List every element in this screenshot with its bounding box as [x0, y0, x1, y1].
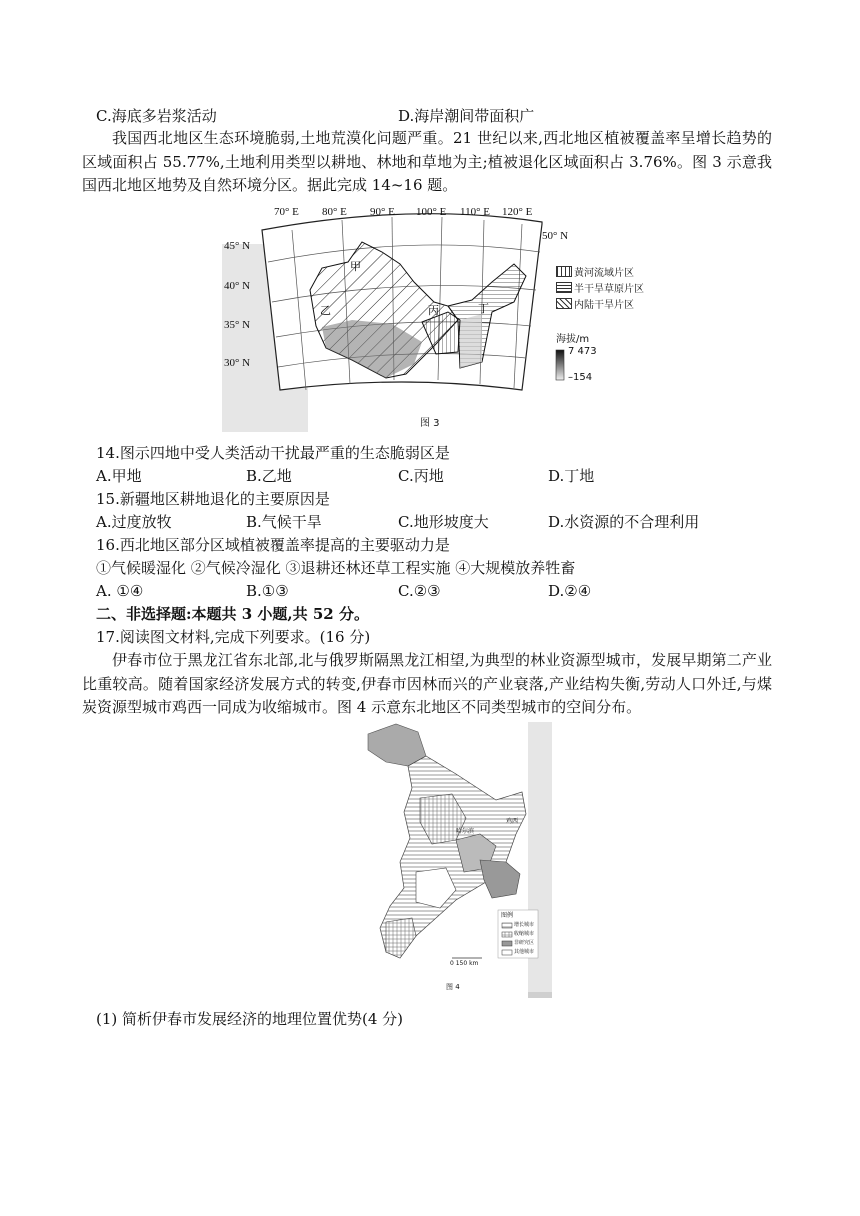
- area-nonstudy-3: [480, 860, 520, 898]
- legend4-swatch-shrink: [502, 932, 512, 937]
- q16-option-c: C.②③: [398, 582, 441, 600]
- label-jia: 甲: [350, 260, 361, 273]
- q14-option-c: C.丙地: [398, 467, 444, 485]
- q17-material: 伊春市位于黑龙江省东北部,北与俄罗斯隔黑龙江相望,为典型的林业资源型城市，发展早期第二产业比重较高。随着国家经济发展方式的转变,伊春市因林而兴的产业衰落,产业结构失衡,劳动人口外迁,与煤炭资源型城市鸡西一同成为收缩城市。图 4 示意东北地区不同类型城市的空间分布。: [82, 651, 772, 716]
- q13-option-d: D.海岸潮间带面积广: [398, 107, 535, 125]
- legend4-swatch-grow: [502, 923, 512, 928]
- q15-option-b: B.气候干旱: [246, 513, 322, 531]
- label-bing: 丙: [428, 304, 439, 317]
- map4-bottom-mark: [528, 992, 552, 998]
- figure-3-map: [222, 202, 642, 432]
- intro-paragraph-14-16: 我国西北地区生态环境脆弱,土地荒漠化问题严重。21 世纪以来,西北地区植被覆盖率呈增长趋势的区域面积占 55.77%,土地利用类型以耕地、林地和草地为主;植被退化区域面积占 3.76%。图 3 示意我国西北地区地势及自然环境分区。据此完成 14~16 题。: [82, 129, 772, 194]
- q14-option-a: A.甲地: [96, 467, 142, 485]
- label-ding: 丁: [478, 302, 489, 315]
- lat-label-40: 40° N: [224, 280, 251, 292]
- figure-3: [222, 202, 642, 432]
- elevation-max: 7 473: [568, 346, 597, 357]
- legend-arid: 内陆干旱片区: [574, 300, 634, 311]
- lat-label-50: 50° N: [542, 230, 569, 242]
- q15-option-c: C.地形坡度大: [398, 513, 489, 531]
- lat-label-30: 30° N: [224, 357, 251, 369]
- q16-option-b: B.①③: [246, 582, 289, 600]
- q14-stem: 14.图示四地中受人类活动干扰最严重的生态脆弱区是: [96, 444, 450, 462]
- legend-semi-arid: 半干旱草原片区: [574, 284, 644, 295]
- lon-label-110: 110° E: [460, 206, 490, 218]
- lon-label-100: 100° E: [416, 206, 447, 218]
- legend4-other: 其他城市: [514, 949, 535, 955]
- lon-label-70: 70° E: [274, 206, 299, 218]
- q13-option-c: C.海底多岩浆活动: [96, 107, 217, 125]
- region-semi-arid-shade: [460, 314, 482, 368]
- figure4-legend-title: 图例: [501, 912, 514, 919]
- q16-option-a: A. ①④: [96, 582, 144, 600]
- lon-label-80: 80° E: [322, 206, 347, 218]
- lat-label-35: 35° N: [224, 319, 251, 331]
- legend4-swatch-other: [502, 950, 512, 955]
- section-2-heading: 二、非选择题:本题共 3 小题,共 52 分。: [96, 605, 369, 623]
- legend-swatch-semi-arid: [556, 282, 572, 293]
- legend-swatch-arid: [556, 298, 572, 309]
- q16-option-d: D.②④: [548, 582, 592, 600]
- elevation-title: 海拔/m: [556, 334, 590, 345]
- legend4-grow: 增长城市: [514, 922, 535, 928]
- figure-4: [356, 722, 556, 998]
- legend4-shrink: 收缩城市: [514, 931, 535, 937]
- legend4-swatch-nonstudy: [502, 941, 512, 946]
- figure-4-map: [356, 722, 556, 998]
- elevation-bar: [556, 350, 564, 380]
- city-jixi: 鸡西: [506, 818, 519, 825]
- lat-label-45: 45° N: [224, 240, 251, 252]
- q14-option-d: D.丁地: [548, 467, 595, 485]
- lon-label-90: 90° E: [370, 206, 395, 218]
- figure-3-caption: 图 3: [420, 418, 440, 429]
- legend-yellow-river: 黄河流域片区: [574, 268, 634, 279]
- label-yi: 乙: [320, 304, 331, 317]
- lon-label-120: 120° E: [502, 206, 533, 218]
- q16-items: ①气候暖湿化 ②气候冷湿化 ③退耕还林还草工程实施 ④大规模放养牲畜: [96, 559, 576, 577]
- area-shrink-2: [386, 918, 416, 958]
- figure-4-caption: 图 4: [446, 983, 460, 991]
- elevation-min: –154: [568, 372, 593, 383]
- q15-stem: 15.新疆地区耕地退化的主要原因是: [96, 490, 330, 508]
- q15-option-a: A.过度放牧: [96, 513, 172, 531]
- scale-label: 0 150 km: [450, 960, 479, 967]
- q14-option-b: B.乙地: [246, 467, 292, 485]
- q16-stem: 16.西北地区部分区域植被覆盖率提高的主要驱动力是: [96, 536, 450, 554]
- legend-swatch-yellow-river: [556, 266, 572, 277]
- q17-heading: 17.阅读图文材料,完成下列要求。(16 分): [96, 628, 371, 646]
- city-harbin: 哈尔滨: [456, 828, 475, 835]
- legend4-nonstudy: 非研究区: [514, 940, 535, 946]
- q17-sub1: (1) 简析伊春市发展经济的地理位置优势(4 分): [96, 1010, 404, 1028]
- q15-option-d: D.水资源的不合理利用: [548, 513, 700, 531]
- area-non-study-north: [368, 724, 426, 766]
